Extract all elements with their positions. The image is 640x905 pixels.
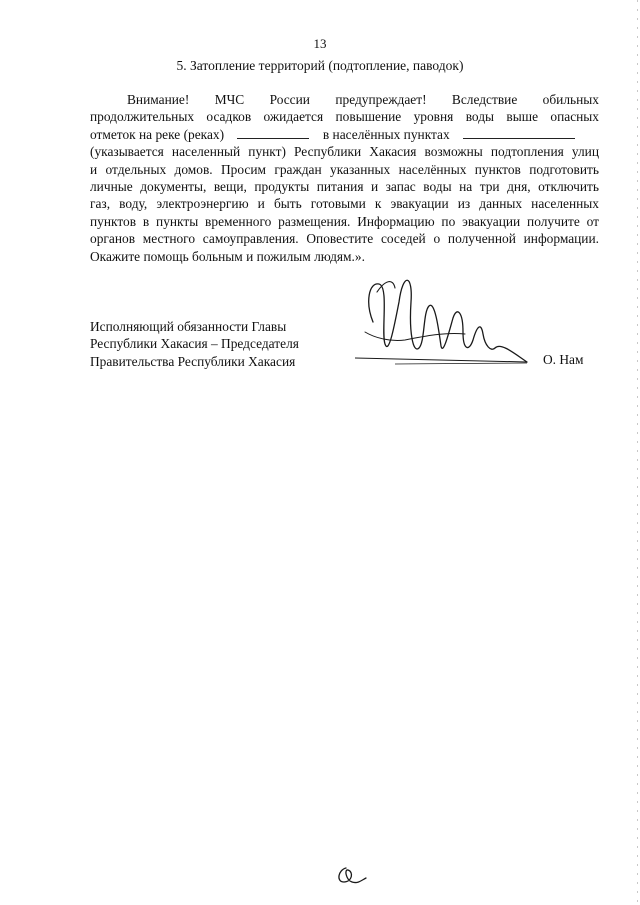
scan-edge-line (637, 0, 638, 905)
message-line-3: отметок на реке (реках) в населённых пунктах (90, 126, 599, 143)
section-title: 5. Затопление территорий (подтопление, паводок) (176, 58, 464, 73)
message-line-6: личные документы, вещи, продукты питания и запас воды на три дня, отключить (90, 179, 599, 195)
handwritten-signature-icon (355, 262, 535, 372)
message-line-5: и отдельных домов. Просим граждан указанных населённых пунктов подготовить (90, 161, 599, 177)
message-line-9: органов местного самоуправления. Оповестите соседей о полученной информации. (90, 231, 599, 247)
signatory-title (90, 318, 299, 370)
message-line-1: Внимание! МЧС России предупреждает! Вследствие обильных (127, 92, 599, 107)
river-blank-field (237, 126, 309, 139)
message-line-4: (указывается населенный пункт) Республики Хакасия возможны подтопления улиц (90, 144, 599, 160)
signatory-title-line-2: Республики Хакасия – Председателя (90, 336, 299, 352)
message-line-7: газ, воду, электроэнергию и быть готовыми к эвакуации из данных населенных (90, 196, 599, 212)
signatory-title-line-1: Исполняющий обязанности Главы (90, 319, 287, 334)
message-line-2: продолжительных осадков ожидается повышение уровня воды выше опасных (90, 109, 599, 125)
message-line-8: пунктов в пункты временного размещения. Информацию по эвакуации получите от (90, 213, 599, 229)
message-line-10: Окажите помощь больным и пожилым людям.». (90, 248, 365, 264)
handwritten-initial-icon (332, 860, 368, 890)
settlement-blank-field (463, 126, 575, 139)
signatory-name: О. Нам (543, 352, 584, 367)
signatory-title-line-3: Правительства Республики Хакасия (90, 353, 296, 369)
warning-message (90, 91, 599, 265)
page-number: 13 (313, 36, 327, 51)
